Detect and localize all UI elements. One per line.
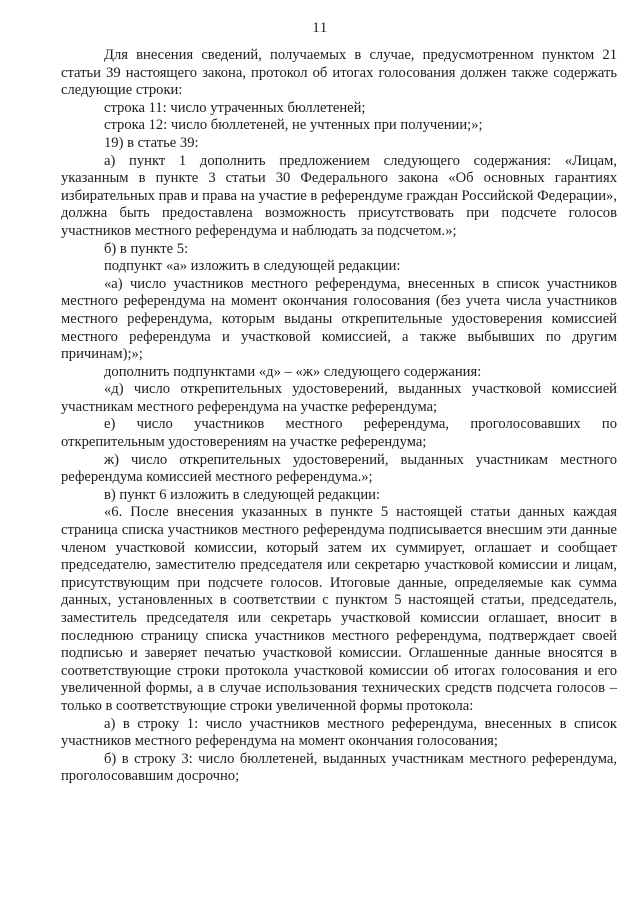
- document-body: [61, 47, 617, 786]
- paragraph: в) пункт 6 изложить в следующей редакции:: [104, 486, 380, 503]
- paragraph: е) число участников местного референдума, проголосовавших по открепительным удостоверениям на участке референдума;: [61, 416, 617, 451]
- paragraph: строка 11: число утраченных бюллетеней;: [104, 99, 366, 116]
- paragraph: подпункт «а» изложить в следующей редакции:: [104, 258, 401, 275]
- paragraph: строка 12: число бюллетеней, не учтенных при получении;»;: [104, 117, 483, 134]
- paragraph: 19) в статье 39:: [104, 134, 199, 151]
- paragraph: а) в строку 1: число участников местного референдума, внесенных в список участников местного референдума на момент окончания голосования;: [61, 715, 617, 750]
- paragraph: б) в пункте 5:: [104, 240, 189, 257]
- paragraph: ж) число открепительных удостоверений, выданных участникам местного референдума комиссией местного референдума.»;: [61, 451, 617, 486]
- paragraph: дополнить подпунктами «д» – «ж» следующего содержания:: [104, 363, 482, 380]
- paragraph: б) в строку 3: число бюллетеней, выданных участникам местного референдума, проголосовавшим досрочно;: [61, 750, 617, 785]
- paragraph: «а) число участников местного референдума, внесенных в список участников местного референдума на момент окончания голосования (без учета числа участников местного референдума, которым выданы открепительные удостоверения комиссией местного референдума и участковой комиссией, а также выбывших по другим причинам);»;: [61, 275, 617, 363]
- paragraph: «6. После внесения указанных в пункте 5 настоящей статьи данных каждая страница списка участников местного референдума подписывается внесшим эти данные членом участковой комиссии, который затем их суммирует, оглашает и сообщает председателю, заместителю председателя или секретарю участковой комиссии и лицам, присутствующим при подсчете голосов. Итоговые данные, определяемые как сумма данных, установленных в соответствии с пунктом 5 настоящей статьи, председатель, заместитель председателя или секретарь участковой комиссии оглашает, вносит в последнюю страницу списка участников местного референдума, подтверждает своей подписью и заверяет печатью участковой комиссии. Оглашенные данные вносятся в соответствующие строки протокола участковой комиссии об итогах голосования и его увеличенной формы, а в случае использования технических средств подсчета голосов – только в соответствующие строки увеличенной формы протокола:: [61, 504, 617, 714]
- paragraph: «д) число открепительных удостоверений, выданных участковой комиссией участникам местного референдума на участке референдума;: [61, 381, 617, 415]
- paragraph: Для внесения сведений, получаемых в случае, предусмотренном пунктом 21 статьи 39 настоящего закона, протокол об итогах голосования должен также содержать следующие строки:: [61, 47, 617, 99]
- page-number: 11: [312, 20, 328, 36]
- paragraph: а) пункт 1 дополнить предложением следующего содержания: «Лицам, указанным в пункте 3 статьи 30 Федерального закона «Об основных гарантиях избирательных прав и права на участие в референдуме граждан Российской Федерации», должна быть предоставлена возможность присутствовать при подсчете голосов участников местного референдума и наблюдать за подсчетом.»;: [61, 152, 617, 239]
